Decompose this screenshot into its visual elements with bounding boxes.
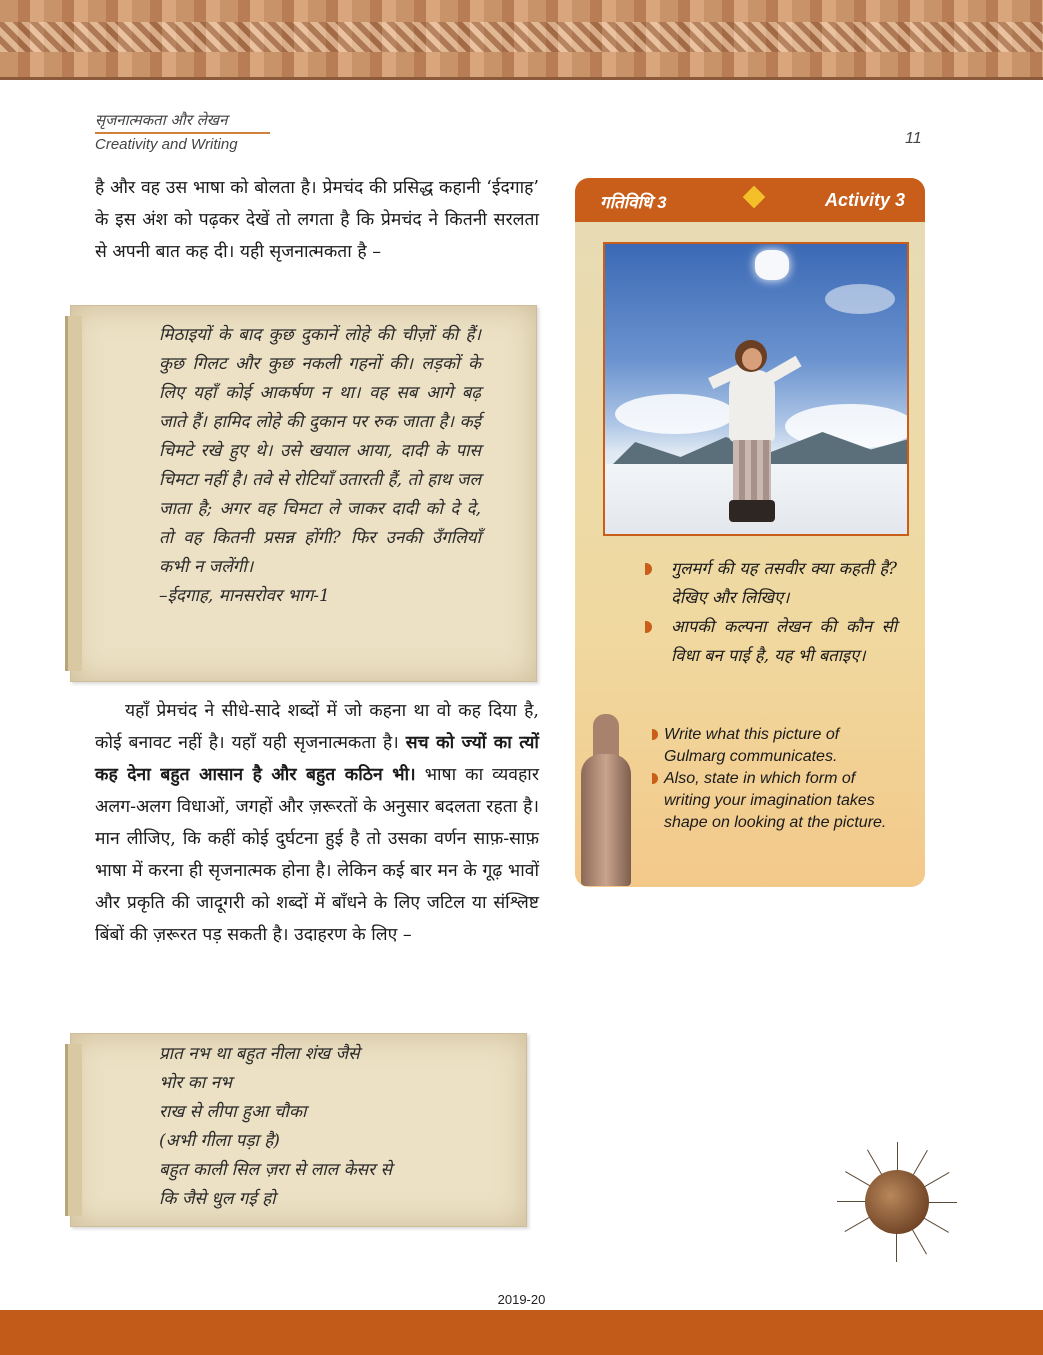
bullet-marker-icon bbox=[652, 773, 658, 784]
sunburst-ornament-icon bbox=[830, 1135, 950, 1245]
page-number: 11 bbox=[905, 130, 922, 147]
bullet-marker-icon bbox=[645, 563, 652, 575]
bullet-text: गुलमर्ग की यह तसवीर क्या कहती है? देखिए और लिखिए। bbox=[671, 559, 897, 607]
poem-line: भोर का नभ bbox=[159, 1073, 232, 1093]
footer-bar bbox=[0, 1310, 1043, 1355]
poem-line: कि जैसे धुल गई हो bbox=[159, 1189, 276, 1209]
running-head bbox=[95, 110, 270, 153]
bullet-marker-icon bbox=[652, 729, 658, 740]
list-item bbox=[654, 724, 904, 768]
paragraph-main-bold: सच को ज्यों का त्यों कह देना बहुत आसान है और बहुत कठिन भी। bbox=[95, 733, 539, 785]
list-item bbox=[645, 612, 897, 670]
activity-english-bullets bbox=[654, 724, 904, 834]
excerpt-text: मिठाइयों के बाद कुछ दुकानें लोहे की चीज़ों की हैं। कुछ गिलट और कुछ नकली गहनों की। लड़कों के लिए यहाँ कोई आकर्षण न था। वह सब आगे बढ़ जाते हैं। हामिद लोहे की दुकान पर रुक जाता है। कई चिमटे रखे हुए थे। उसे खयाल आया, दादी के पास चिमटा नहीं है। तवे से रोटियाँ उतारती हैं, तो हाथ जल जाता है; अगर वह चिमटा ले जाकर दादी को दे दे, तो वह कितनी प्रसन्न होंगी? फिर उनकी उँगलियाँ कभी न जलेंगी। bbox=[159, 325, 481, 577]
bullet-text: Write what this picture of Gulmarg communicates. bbox=[664, 726, 840, 765]
excerpt-note bbox=[70, 305, 537, 682]
running-head-hindi: सृजनात्मकता और लेखन bbox=[95, 110, 270, 134]
poem-line: (अभी गीला पड़ा है) bbox=[159, 1131, 280, 1151]
activity-title-english: Activity 3 bbox=[824, 190, 905, 210]
poem-line: राख से लीपा हुआ चौका bbox=[159, 1102, 307, 1122]
horse-statue-image bbox=[575, 714, 637, 886]
poem-line: प्रात नभ था बहुत नीला शंख जैसे bbox=[159, 1044, 360, 1064]
list-item bbox=[645, 554, 897, 612]
paragraph-main bbox=[95, 695, 539, 951]
bullet-text: Also, state in which form of writing your imagination takes shape on looking at the picture. bbox=[664, 770, 887, 831]
paragraph-main-start: यहाँ प्रेमचंद ने सीधे-सादे शब्दों में जो कहना था वो कह दिया है, कोई बनावट नहीं है। यहाँ यही सृजनात्मकता है। bbox=[95, 701, 539, 753]
activity-title-hindi: गतिविधि 3 bbox=[600, 193, 667, 212]
edition-year: 2019-20 bbox=[497, 1292, 546, 1307]
decorative-banner bbox=[0, 0, 1043, 80]
poem-line: बहुत काली सिल ज़रा से लाल केसर से bbox=[159, 1160, 392, 1180]
excerpt-source: –ईदगाह, मानसरोवर भाग-1 bbox=[159, 586, 330, 606]
gulmarg-photo bbox=[603, 242, 909, 536]
activity-header bbox=[575, 178, 925, 222]
activity-box bbox=[575, 178, 925, 887]
paragraph-intro: है और वह उस भाषा को बोलता है। प्रेमचंद की प्रसिद्ध कहानी ‘ईदगाह’ के इस अंश को पढ़कर देखें तो लगता है कि प्रेमचंद ने कितनी सरलता से अपनी बात कह दी। यही सृजनात्मकता है – bbox=[95, 178, 539, 262]
bullet-text: आपकी कल्पना लेखन की कौन सी विधा बन पाई है, यह भी बताइए। bbox=[671, 617, 897, 665]
list-item bbox=[654, 768, 904, 834]
bullet-marker-icon bbox=[645, 621, 652, 633]
poem-note bbox=[70, 1033, 527, 1227]
diamond-icon bbox=[743, 186, 766, 209]
paragraph-main-end: भाषा का व्यवहार अलग-अलग विधाओं, जगहों और ज़रूरतों के अनुसार बदलता रहता है। मान लीजिए, कि कहीं कोई दुर्घटना हुई है तो उसका वर्णन साफ़-साफ़ भाषा में करना ही सृजनात्मक होना है। लेकिन कई बार मन के गूढ़ भावों और प्रकृति की जादूगरी को शब्दों में बाँधने के लिए जटिल या संश्लिष्ट बिंबों की ज़रूरत पड़ सकती है। उदाहरण के लिए – bbox=[95, 765, 539, 945]
activity-hindi-bullets bbox=[645, 554, 897, 670]
running-head-english: Creativity and Writing bbox=[95, 136, 238, 153]
snowball bbox=[755, 250, 789, 280]
